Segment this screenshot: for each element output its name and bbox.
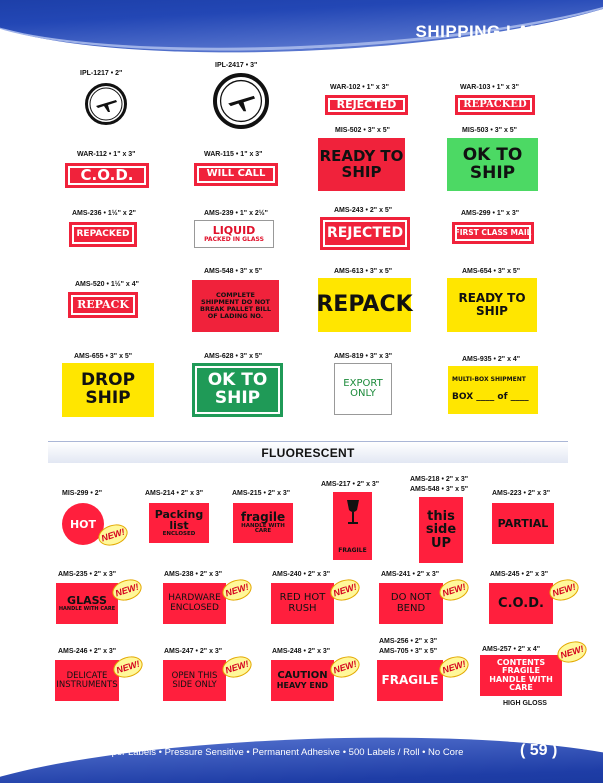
air-eligible-label-large <box>213 73 269 129</box>
label-code: AMS-256 • 2" x 3" <box>379 638 438 645</box>
new-badge: NEW! <box>328 576 363 604</box>
section-title-fluorescent: FLUORESCENT <box>261 446 355 460</box>
label-code: AMS-299 • 1" x 3" <box>461 210 520 217</box>
fragile-text: fragile <box>240 509 286 524</box>
label-code: AMS-247 • 2" x 3" <box>164 648 223 655</box>
label-code: AMS-239 • 1" x 2½" <box>204 210 268 217</box>
this-side-up-label: this side UP <box>419 497 463 563</box>
do-not-bend-label: DO NOT BEND <box>379 583 443 624</box>
label-code: AMS-217 • 2" x 3" <box>321 481 380 488</box>
label-code: AMS-238 • 2" x 3" <box>164 571 223 578</box>
label-code: AMS-257 • 2" x 4" <box>482 646 541 653</box>
new-badge: NEW! <box>96 521 131 549</box>
label-code: WAR-112 • 1" x 3" <box>77 151 136 158</box>
ok-to-ship-label-green: OK TO SHIP <box>192 363 283 417</box>
label-code: AMS-246 • 2" x 3" <box>58 648 117 655</box>
cod-label-fluorescent: C.O.D. <box>489 583 553 624</box>
repack-label-yellow: REPACK <box>318 278 411 332</box>
footer-swoosh <box>0 733 603 783</box>
label-code: AMS-935 • 2" x 4" <box>462 356 521 363</box>
label-code: AMS-655 • 3" x 5" <box>74 353 133 360</box>
label-code-secondary: AMS-705 • 3" x 5" <box>379 648 438 655</box>
label-code: AMS-235 • 2" x 3" <box>58 571 117 578</box>
multi-box-subtext: BOX ____ of ____ <box>452 392 529 403</box>
label-code: IPL-2417 • 3" <box>215 62 258 69</box>
label-code: AMS-548 • 3" x 5" <box>204 268 263 275</box>
ready-to-ship-label-yellow: READY TO SHIP <box>447 278 537 332</box>
export-only-label: EXPORT ONLY <box>334 363 392 415</box>
complete-shipment-label: COMPLETE SHIPMENT DO NOT BREAK PALLET BILL OF LADING NO. <box>192 280 279 332</box>
hardware-enclosed-label: HARDWARE ENCLOSED <box>163 583 226 624</box>
rejected-label-large: REJECTED <box>320 217 410 250</box>
label-code: WAR-103 • 1" x 3" <box>460 84 519 91</box>
ok-to-ship-label: OK TO SHIP <box>447 138 538 191</box>
label-code: AMS-243 • 2" x 5" <box>334 207 393 214</box>
new-badge: NEW! <box>220 576 255 604</box>
label-code: AMS-654 • 3" x 5" <box>462 268 521 275</box>
glass-label <box>56 583 118 624</box>
label-code: AMS-236 • 1½" x 2" <box>72 210 136 217</box>
label-code: IPL-1217 • 2" <box>80 70 123 77</box>
open-this-side-only-label: OPEN THIS SIDE ONLY <box>163 660 226 701</box>
label-code: AMS-223 • 2" x 3" <box>492 490 551 497</box>
new-badge: NEW! <box>220 653 255 681</box>
caution-text: CAUTION <box>277 670 328 682</box>
glass-text: GLASS <box>67 594 107 608</box>
new-badge: NEW! <box>110 576 145 604</box>
label-code: WAR-115 • 1" x 3" <box>204 151 263 158</box>
ready-to-ship-label: READY TO SHIP <box>318 138 405 191</box>
liquid-label <box>194 220 274 248</box>
label-code: AMS-628 • 3" x 5" <box>204 353 263 360</box>
fragile-subtext: HANDLE WITH CARE <box>241 522 285 535</box>
page-title: SHIPPING LABELS <box>415 22 577 41</box>
new-badge: NEW! <box>111 653 146 681</box>
packing-list-label <box>149 503 209 543</box>
label-code: MIS-299 • 2" <box>62 490 103 497</box>
rejected-label: REJECTED <box>325 95 408 115</box>
label-code: AMS-218 • 2" x 3" <box>410 476 469 483</box>
multi-box-title: MULTI-BOX SHIPMENT <box>452 376 526 384</box>
multi-box-shipment-label <box>448 366 538 414</box>
fragile-glass-text: FRAGILE <box>338 546 367 554</box>
liquid-text: LIQUID <box>212 224 256 238</box>
label-code-secondary: AMS-548 • 3" x 5" <box>410 486 469 493</box>
repacked-label: REPACKED <box>455 95 535 115</box>
label-code: AMS-214 • 2" x 3" <box>145 490 204 497</box>
drop-ship-label: DROP SHIP <box>62 363 154 417</box>
label-code: AMS-248 • 2" x 3" <box>272 648 331 655</box>
label-code: AMS-215 • 2" x 3" <box>232 490 291 497</box>
fragile-glass-label <box>333 492 372 560</box>
fragile-label-fluorescent: FRAGILE <box>377 660 443 701</box>
glass-subtext: HANDLE WITH CARE <box>58 605 116 612</box>
label-code: AMS-520 • 1½" x 4" <box>75 281 139 288</box>
caution-heavy-end-label <box>271 660 334 701</box>
label-code: MIS-502 • 3" x 5" <box>335 127 391 134</box>
repack-label-small: REPACK <box>68 292 138 318</box>
repacked-label-small: REPACKED <box>69 222 137 247</box>
new-badge: NEW! <box>437 576 472 604</box>
liquid-subtext: PACKED IN GLASS <box>204 235 264 243</box>
label-code: AMS-245 • 2" x 3" <box>490 571 549 578</box>
broken-glass-icon <box>345 498 361 526</box>
airplane-icon <box>88 86 124 122</box>
cod-label: C.O.D. <box>65 163 149 188</box>
delicate-instruments-label: DELICATE INSTRUMENTS <box>55 660 119 701</box>
new-badge: NEW! <box>437 653 472 681</box>
first-class-mail-label: FIRST CLASS MAIL <box>452 222 534 244</box>
label-code: AMS-240 • 2" x 3" <box>272 571 331 578</box>
packing-list-text: Packing list <box>154 507 204 533</box>
will-call-label: WILL CALL <box>194 163 278 186</box>
footer-band <box>0 733 603 783</box>
air-eligible-label-small <box>85 83 127 125</box>
new-badge: NEW! <box>555 638 590 666</box>
partial-label: PARTIAL <box>492 503 554 544</box>
red-hot-rush-label: RED HOT RUSH <box>271 583 334 624</box>
label-code: MIS-503 • 3" x 5" <box>462 127 518 134</box>
label-code: WAR-102 • 1" x 3" <box>330 84 389 91</box>
hot-label: HOT <box>62 503 104 545</box>
contents-fragile-label: CONTENTS FRAGILE HANDLE WITH CARE <box>480 655 562 696</box>
high-gloss-note: HIGH GLOSS <box>503 700 547 707</box>
new-badge: NEW! <box>328 653 363 681</box>
label-code: AMS-241 • 2" x 3" <box>381 571 440 578</box>
footer-text: Paper Labels • Pressure Sensitive • Permanent Adhesive • 500 Labels / Roll • No Core <box>100 747 464 758</box>
label-code: AMS-613 • 3" x 5" <box>334 268 393 275</box>
caution-subtext: HEAVY END <box>276 680 329 690</box>
label-code: AMS-819 • 3" x 3" <box>334 353 393 360</box>
new-badge: NEW! <box>547 576 582 604</box>
airplane-icon <box>218 78 264 124</box>
fragile-handle-label <box>233 503 293 543</box>
page-number: ( 59 ) <box>520 742 558 759</box>
packing-list-subtext: ENCLOSED <box>162 530 196 537</box>
